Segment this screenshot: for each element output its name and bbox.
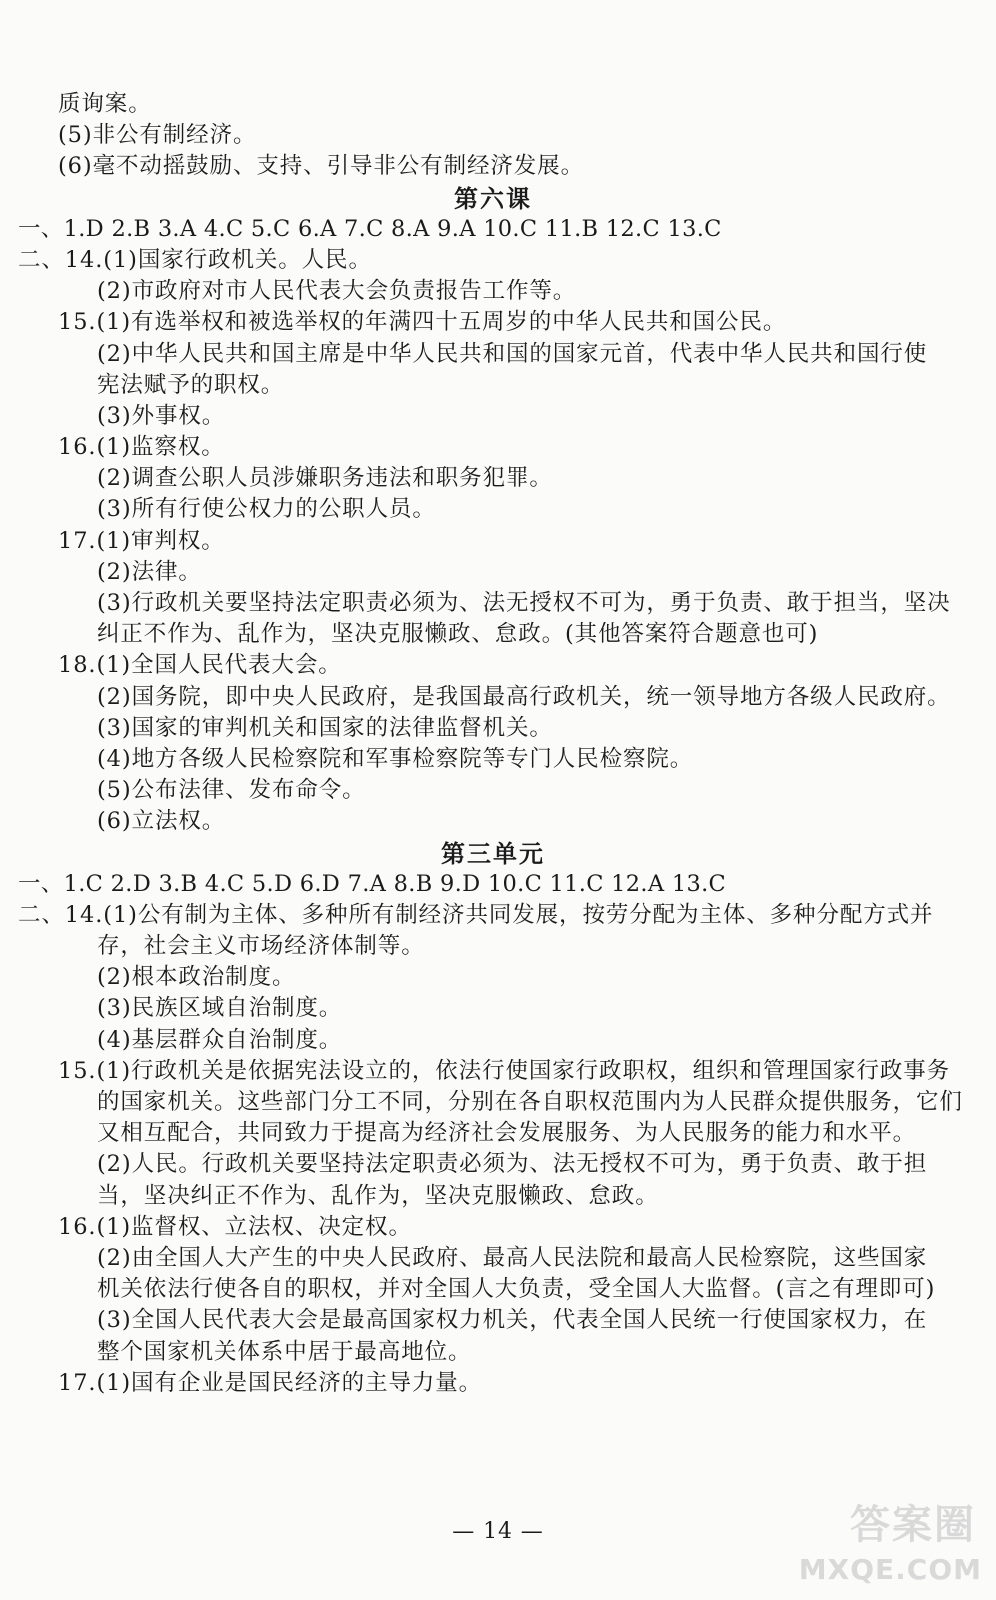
answer-line: (4)基层群众自治制度。 (97, 1026, 343, 1053)
answer-line: 15.(1)行政机关是依据宪法设立的，依法行使国家行政职权，组织和管理国家行政事务 (58, 1057, 951, 1084)
answer-line: 二、14.(1)国家行政机关。人民。 (18, 246, 372, 273)
answer-line: (4)地方各级人民检察院和军事检察院等专门人民检察院。 (97, 745, 694, 772)
answer-line: 二、14.(1)公有制为主体、多种所有制经济共同发展，按劳分配为主体、多种分配方式并 (18, 901, 934, 928)
answer-line: (6)毫不动摇鼓励、支持、引导非公有制经济发展。 (58, 153, 584, 180)
answer-line: 16.(1)监督权、立法权、决定权。 (58, 1213, 412, 1240)
answer-line: 质询案。 (58, 91, 152, 117)
answer-line: (3)所有行使公权力的公职人员。 (97, 496, 436, 523)
answer-line: 纠正不作为、乱作为，坚决克服懒政、怠政。(其他答案符合题意也可) (97, 621, 819, 648)
answer-line: 17.(1)审判权。 (58, 527, 225, 554)
answer-content (18, 89, 968, 1399)
answer-line: (2)调查公职人员涉嫌职务违法和职务犯罪。 (97, 465, 553, 492)
section-heading: 第三单元 (441, 838, 545, 868)
answer-line: (2)根本政治制度。 (97, 964, 296, 991)
answer-line: (2)由全国人大产生的中央人民政府、最高人民法院和最高人民检察院，这些国家 (97, 1244, 928, 1271)
answer-line: (3)国家的审判机关和国家的法律监督机关。 (97, 714, 553, 741)
answer-line: (2)市政府对市人民代表大会负责报告工作等。 (97, 278, 577, 305)
watermark-text-cn: 答案圈 (850, 1502, 976, 1548)
section-heading: 第六课 (454, 183, 532, 213)
answer-line: (3)全国人民代表大会是最高国家权力机关，代表全国人民统一行使国家权力，在 (97, 1307, 928, 1334)
watermark-logo (798, 1502, 988, 1590)
answer-line: 存，社会主义市场经济体制等。 (97, 933, 425, 960)
multiple-choice-answers: 一、1.C 2.D 3.B 4.C 5.D 6.D 7.A 8.B 9.D 10.C 11.C 12.A 13.C (18, 870, 727, 897)
answer-line: 又相互配合，共同致力于提高为经济社会发展服务、为人民服务的能力和水平。 (97, 1120, 917, 1147)
page-number: — 14 — (452, 1519, 544, 1544)
answer-line: (2)国务院，即中央人民政府，是我国最高行政机关，统一领导地方各级人民政府。 (97, 683, 951, 710)
answer-line: (6)立法权。 (97, 808, 226, 835)
answer-line: 的国家机关。这些部门分工不同，分别在各自职权范围内为人民群众提供服务，它们 (97, 1089, 963, 1115)
answer-line: (3)行政机关要坚持法定职责必须为、法无授权不可为，勇于负责、敢于担当，坚决 (97, 590, 951, 616)
answer-line: (3)外事权。 (97, 402, 226, 429)
answer-line: 18.(1)全国人民代表大会。 (58, 652, 342, 679)
answer-line: 宪法赋予的职权。 (97, 371, 285, 398)
answer-line: 17.(1)国有企业是国民经济的主导力量。 (58, 1369, 483, 1396)
answer-line: 当，坚决纠正不作为、乱作为，坚决克服懒政、怠政。 (97, 1182, 659, 1209)
answer-line: (5)公布法律、发布命令。 (97, 777, 366, 804)
answer-line: 16.(1)监察权。 (58, 434, 225, 461)
answer-line: 整个国家机关体系中居于最高地位。 (97, 1338, 472, 1365)
multiple-choice-answers: 一、1.D 2.B 3.A 4.C 5.C 6.A 7.C 8.A 9.A 10.C 11.B 12.C 13.C (18, 215, 722, 242)
answer-line: (2)人民。行政机关要坚持法定职责必须为、法无授权不可为，勇于负责、敢于担 (97, 1151, 928, 1178)
answer-line: 15.(1)有选举权和被选举权的年满四十五周岁的中华人民共和国公民。 (58, 309, 787, 336)
answer-line: (5)非公有制经济。 (58, 122, 257, 149)
answer-line: 机关依法行使各自的职权，并对全国人大负责，受全国人大监督。(言之有理即可) (97, 1276, 936, 1303)
watermark-text-en: MXQE.COM (798, 1553, 982, 1586)
answer-line: (3)民族区域自治制度。 (97, 995, 343, 1022)
answer-line: (2)中华人民共和国主席是中华人民共和国的国家元首，代表中华人民共和国行使 (97, 340, 928, 367)
answer-line: (2)法律。 (97, 558, 202, 585)
